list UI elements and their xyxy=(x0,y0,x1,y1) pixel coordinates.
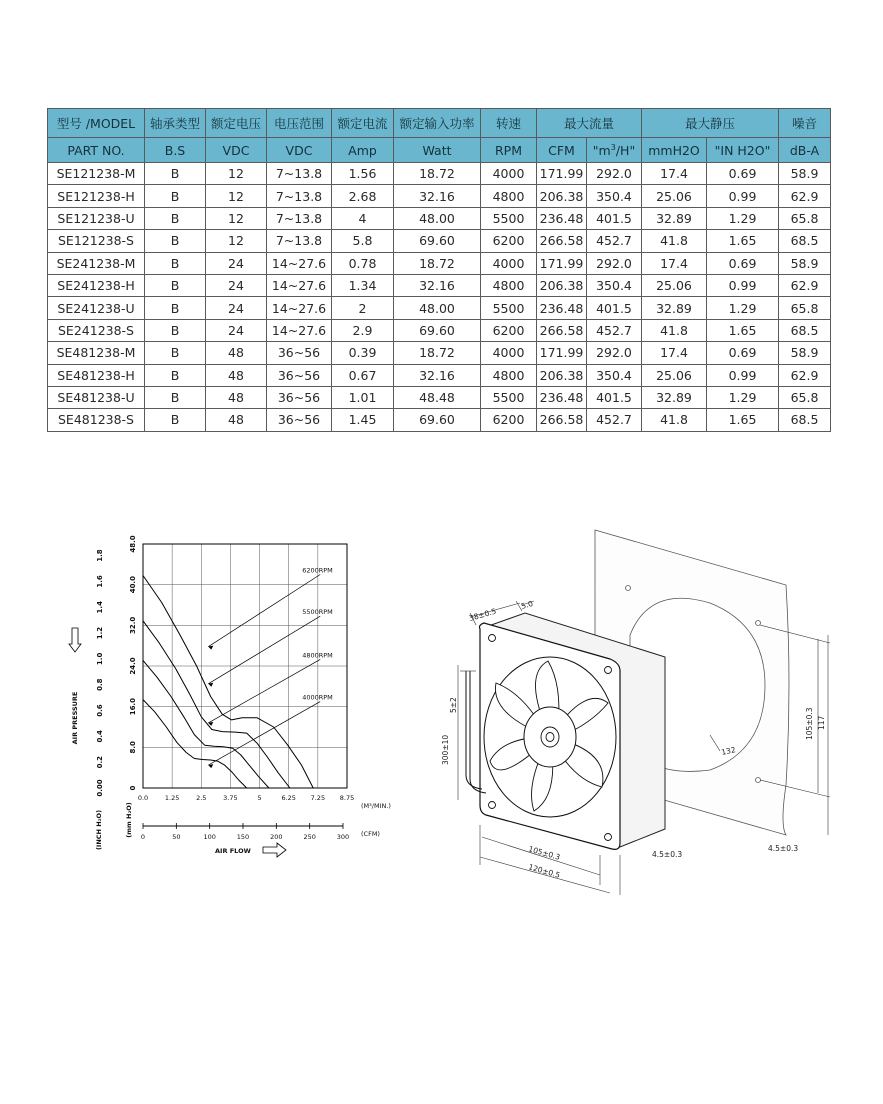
header-cell-cn: 型号 /MODEL xyxy=(48,109,145,138)
table-cell: 401.5 xyxy=(587,297,642,319)
table-cell: 0.69 xyxy=(707,163,779,185)
dim-depth: 38±0.5 xyxy=(468,606,498,623)
y-ticks xyxy=(96,535,137,796)
right-arrow-icon xyxy=(263,843,286,857)
table-cell: 206.38 xyxy=(537,185,587,207)
y-tick-mm: 40.0 xyxy=(129,576,137,594)
table-cell: B xyxy=(145,364,206,386)
table-cell: B xyxy=(145,274,206,296)
table-cell: 171.99 xyxy=(537,342,587,364)
table-cell: 14~27.6 xyxy=(267,252,332,274)
table-cell: 5500 xyxy=(481,386,537,408)
y-tick-mm: 32.0 xyxy=(129,616,137,634)
header-cell-unit: PART NO. xyxy=(48,138,145,163)
y-tick-inch: 1.4 xyxy=(96,601,104,614)
table-cell: 41.8 xyxy=(642,230,707,252)
dim-frame-width: 120±0.5 xyxy=(527,862,562,880)
table-cell: 266.58 xyxy=(537,230,587,252)
table-cell: SE241238-U xyxy=(48,297,145,319)
table-cell: 171.99 xyxy=(537,252,587,274)
x-tick-cfm: 0 xyxy=(140,833,146,841)
annotation-label: 6200RPM xyxy=(302,566,333,575)
table-cell: B xyxy=(145,319,206,341)
dim-hole-pitch: 105±0.3 xyxy=(527,844,562,862)
table-cell: 18.72 xyxy=(394,342,481,364)
header-cell-cn: 转速 xyxy=(481,109,537,138)
table-row xyxy=(48,342,831,364)
table-cell: 350.4 xyxy=(587,185,642,207)
x-tick-m3: 3.75 xyxy=(223,794,238,802)
table-cell: 1.29 xyxy=(707,207,779,229)
header-cell-cn: 额定输入功率 xyxy=(394,109,481,138)
table-cell: 62.9 xyxy=(779,364,831,386)
table-cell: 0.67 xyxy=(332,364,394,386)
pq-chart xyxy=(55,530,400,865)
x-tick-cfm: 100 xyxy=(203,833,216,841)
table-cell: 2.9 xyxy=(332,319,394,341)
table-row xyxy=(48,207,831,229)
chart-annotations xyxy=(208,567,333,769)
series-line-4000RPM xyxy=(143,700,247,788)
table-cell: B xyxy=(145,409,206,431)
dim-panel-width: 117 xyxy=(817,715,826,730)
table-cell: 36~56 xyxy=(267,364,332,386)
header-cell-unit: Watt xyxy=(394,138,481,163)
table-cell: 1.65 xyxy=(707,319,779,341)
header-cell-cn: 最大流量 xyxy=(537,109,642,138)
table-cell: 0.39 xyxy=(332,342,394,364)
table-cell: 452.7 xyxy=(587,230,642,252)
table-cell: 32.16 xyxy=(394,364,481,386)
header-cell-cn: 额定电流 xyxy=(332,109,394,138)
table-cell: 236.48 xyxy=(537,297,587,319)
table-cell: SE481238-S xyxy=(48,409,145,431)
table-body xyxy=(48,163,831,432)
table-cell: 24 xyxy=(206,252,267,274)
table-cell: SE121238-S xyxy=(48,230,145,252)
table-cell: 4800 xyxy=(481,185,537,207)
table-cell: 350.4 xyxy=(587,274,642,296)
table-cell: 69.60 xyxy=(394,230,481,252)
table-cell: 48.00 xyxy=(394,297,481,319)
y-tick-mm: 0 xyxy=(129,785,137,791)
table-cell: 292.0 xyxy=(587,342,642,364)
header-cell-cn: 噪音 xyxy=(779,109,831,138)
table-cell: 171.99 xyxy=(537,163,587,185)
annotation-label: 4000RPM xyxy=(302,693,333,702)
table-cell: 7~13.8 xyxy=(267,185,332,207)
table-cell: 18.72 xyxy=(394,163,481,185)
table-cell: 69.60 xyxy=(394,319,481,341)
table-cell: 7~13.8 xyxy=(267,163,332,185)
table-cell: 12 xyxy=(206,230,267,252)
header-cell-unit: "$m^3/H$" xyxy=(587,138,642,163)
y-tick-inch: 0.00 xyxy=(96,779,104,797)
table-cell: SE121238-U xyxy=(48,207,145,229)
table-cell: 1.65 xyxy=(707,409,779,431)
table-cell: 2 xyxy=(332,297,394,319)
table-cell: 48 xyxy=(206,409,267,431)
table-cell: 6200 xyxy=(481,319,537,341)
table-cell: B xyxy=(145,297,206,319)
fan-dimension-drawing xyxy=(430,525,840,905)
table-cell: 236.48 xyxy=(537,207,587,229)
y-tick-inch: 0.2 xyxy=(96,755,104,769)
table-cell: 32.89 xyxy=(642,297,707,319)
table-cell: 4800 xyxy=(481,364,537,386)
table-cell: 1.01 xyxy=(332,386,394,408)
table-cell: 206.38 xyxy=(537,274,587,296)
annotation-label: 5500RPM xyxy=(302,608,333,617)
x-unit-m3: (M³/MIN.) xyxy=(361,802,391,810)
spec-table xyxy=(47,108,831,432)
table-row xyxy=(48,364,831,386)
x-tick-cfm: 150 xyxy=(236,833,250,841)
y-tick-inch: 1.0 xyxy=(96,652,104,666)
table-cell: 24 xyxy=(206,297,267,319)
table-cell: 41.8 xyxy=(642,409,707,431)
table-cell: 1.29 xyxy=(707,297,779,319)
table-cell: 48.00 xyxy=(394,207,481,229)
table-cell: 236.48 xyxy=(537,386,587,408)
table-cell: 0.99 xyxy=(707,274,779,296)
y-axis-title xyxy=(69,628,81,744)
table-cell: SE481238-M xyxy=(48,342,145,364)
table-cell: 58.9 xyxy=(779,342,831,364)
table-cell: 58.9 xyxy=(779,252,831,274)
table-cell: 32.16 xyxy=(394,185,481,207)
table-row xyxy=(48,230,831,252)
annotation-leader xyxy=(208,659,320,723)
table-cell: 0.69 xyxy=(707,342,779,364)
header-cell-unit: Amp xyxy=(332,138,394,163)
table-cell: 36~56 xyxy=(267,386,332,408)
series-line-4800RPM xyxy=(143,660,269,788)
y-tick-inch: 0.8 xyxy=(96,678,104,691)
table-cell: SE241238-S xyxy=(48,319,145,341)
table-cell: 4000 xyxy=(481,252,537,274)
x-tick-cfm: 200 xyxy=(270,833,283,841)
table-cell: 452.7 xyxy=(587,409,642,431)
table-cell: 24 xyxy=(206,319,267,341)
y-tick-inch: 1.2 xyxy=(96,626,104,640)
table-cell: 62.9 xyxy=(779,185,831,207)
table-cell: 4800 xyxy=(481,274,537,296)
header-cell-cn: 最大静压 xyxy=(642,109,779,138)
table-cell: B xyxy=(145,163,206,185)
header-cell-cn: 电压范围 xyxy=(267,109,332,138)
y-tick-inch: 0.4 xyxy=(96,730,104,743)
table-cell: 41.8 xyxy=(642,319,707,341)
table-cell: 12 xyxy=(206,207,267,229)
table-cell: 4 xyxy=(332,207,394,229)
table-cell: 1.56 xyxy=(332,163,394,185)
table-cell: 17.4 xyxy=(642,252,707,274)
table-cell: 12 xyxy=(206,185,267,207)
table-cell: 68.5 xyxy=(779,230,831,252)
y-tick-mm: 48.0 xyxy=(129,535,137,553)
table-cell: B xyxy=(145,230,206,252)
table-cell: 7~13.8 xyxy=(267,207,332,229)
x-tick-m3: 5 xyxy=(257,794,262,802)
table-cell: 401.5 xyxy=(587,386,642,408)
dim-wire-strip: 5±2 xyxy=(449,697,458,713)
table-cell: 58.9 xyxy=(779,163,831,185)
up-arrow-icon xyxy=(69,628,81,652)
table-cell: 48 xyxy=(206,364,267,386)
table-cell: 24 xyxy=(206,274,267,296)
header-row-cn xyxy=(48,109,831,138)
table-row xyxy=(48,386,831,408)
table-cell: 4000 xyxy=(481,342,537,364)
table-cell: 17.4 xyxy=(642,342,707,364)
y-tick-inch: 1.6 xyxy=(96,575,104,588)
table-cell: 0.99 xyxy=(707,364,779,386)
table-cell: 48.48 xyxy=(394,386,481,408)
table-cell: 68.5 xyxy=(779,319,831,341)
annotation-label: 4800RPM xyxy=(302,651,333,660)
header-cell-cn: 额定电压 xyxy=(206,109,267,138)
table-row xyxy=(48,252,831,274)
table-row xyxy=(48,274,831,296)
table-cell: 0.99 xyxy=(707,185,779,207)
table-cell: 48 xyxy=(206,342,267,364)
x-tick-m3: 7.25 xyxy=(310,794,326,802)
header-cell-unit: RPM xyxy=(481,138,537,163)
table-cell: B xyxy=(145,342,206,364)
table-cell: 65.8 xyxy=(779,297,831,319)
series-line-5500RPM xyxy=(143,621,290,788)
x-tick-m3: 1.25 xyxy=(164,794,180,802)
table-cell: B xyxy=(145,252,206,274)
table-cell: SE241238-M xyxy=(48,252,145,274)
x-tick-m3: 2.5 xyxy=(196,794,207,802)
header-cell-unit: VDC xyxy=(267,138,332,163)
header-cell-unit: CFM xyxy=(537,138,587,163)
table-cell: 350.4 xyxy=(587,364,642,386)
table-cell: 48 xyxy=(206,386,267,408)
fan-hub xyxy=(524,707,576,767)
chart-curves xyxy=(143,576,313,789)
table-cell: 1.65 xyxy=(707,230,779,252)
table-cell: 25.06 xyxy=(642,364,707,386)
table-cell: 1.29 xyxy=(707,386,779,408)
x-tick-m3: 8.75 xyxy=(339,794,355,802)
table-cell: 5500 xyxy=(481,207,537,229)
table-cell: 36~56 xyxy=(267,409,332,431)
x-tick-cfm: 50 xyxy=(172,833,181,841)
table-cell: B xyxy=(145,185,206,207)
table-cell: 25.06 xyxy=(642,185,707,207)
table-cell: 0.78 xyxy=(332,252,394,274)
table-cell: 4000 xyxy=(481,163,537,185)
table-cell: 5500 xyxy=(481,297,537,319)
x-tick-cfm: 250 xyxy=(303,833,316,841)
dim-panel-hole: 4.5±0.3 xyxy=(768,844,799,853)
table-row xyxy=(48,319,831,341)
y-tick-mm: 24.0 xyxy=(129,657,137,675)
annotation-leader xyxy=(208,616,320,684)
table-cell: SE121238-H xyxy=(48,185,145,207)
table-cell: B xyxy=(145,207,206,229)
header-cell-unit: dB-A xyxy=(779,138,831,163)
header-row-units xyxy=(48,138,831,163)
header-cell-unit: VDC xyxy=(206,138,267,163)
header-cell-cn: 轴承类型 xyxy=(145,109,206,138)
table-cell: B xyxy=(145,386,206,408)
x-ticks xyxy=(138,794,354,802)
x-tick-m3: 0.0 xyxy=(137,794,149,802)
table-cell: 14~27.6 xyxy=(267,274,332,296)
table-header xyxy=(48,109,831,163)
table-cell: 2.68 xyxy=(332,185,394,207)
table-cell: SE481238-H xyxy=(48,364,145,386)
dim-hole-diameter: 4.5±0.3 xyxy=(652,850,683,859)
table-cell: 292.0 xyxy=(587,163,642,185)
dim-flange: 5.0 xyxy=(520,598,535,611)
table-cell: 12 xyxy=(206,163,267,185)
series-line-6200RPM xyxy=(143,576,313,789)
header-cell-unit: mmH2O xyxy=(642,138,707,163)
table-cell: 14~27.6 xyxy=(267,319,332,341)
table-cell: 69.60 xyxy=(394,409,481,431)
table-cell: 32.16 xyxy=(394,274,481,296)
table-row xyxy=(48,163,831,185)
table-row xyxy=(48,185,831,207)
y-tick-mm: 8.0 xyxy=(129,741,137,754)
x-tick-cfm: 300 xyxy=(336,833,350,841)
table-cell: 62.9 xyxy=(779,274,831,296)
table-cell: 1.34 xyxy=(332,274,394,296)
table-cell: 17.4 xyxy=(642,163,707,185)
table-cell: 266.58 xyxy=(537,409,587,431)
table-cell: 452.7 xyxy=(587,319,642,341)
table-row xyxy=(48,409,831,431)
dim-lead-length: 300±10 xyxy=(441,734,450,765)
header-cell-unit: "IN H2O" xyxy=(707,138,779,163)
table-cell: 6200 xyxy=(481,230,537,252)
table-cell: 32.89 xyxy=(642,207,707,229)
dim-cutout-diameter: 132 xyxy=(720,745,737,757)
y-axis-label: AIR PRESSURE xyxy=(71,691,79,745)
y-tick-inch: 0.6 xyxy=(96,704,104,717)
table-cell: 36~56 xyxy=(267,342,332,364)
table-cell: SE481238-U xyxy=(48,386,145,408)
y-tick-mm: 16.0 xyxy=(129,698,137,716)
y-unit-inch: (INCH H₂O) xyxy=(95,809,103,851)
annotation-leader xyxy=(208,702,320,766)
dim-panel-pitch: 105±0.3 xyxy=(805,707,814,740)
table-cell: 292.0 xyxy=(587,252,642,274)
table-cell: 18.72 xyxy=(394,252,481,274)
table-cell: SE241238-H xyxy=(48,274,145,296)
x-axis-label: AIR FLOW xyxy=(215,847,251,855)
table-cell: 32.89 xyxy=(642,386,707,408)
table-cell: 6200 xyxy=(481,409,537,431)
x-unit-cfm: (CFM) xyxy=(361,830,380,838)
table-cell: 0.69 xyxy=(707,252,779,274)
table-cell: 65.8 xyxy=(779,386,831,408)
table-cell: 206.38 xyxy=(537,364,587,386)
table-cell: 7~13.8 xyxy=(267,230,332,252)
table-cell: 401.5 xyxy=(587,207,642,229)
table-cell: 266.58 xyxy=(537,319,587,341)
table-cell: SE121238-M xyxy=(48,163,145,185)
table-cell: 14~27.6 xyxy=(267,297,332,319)
table-cell: 68.5 xyxy=(779,409,831,431)
y-unit-mm: (mm H₂O) xyxy=(125,802,133,838)
table-cell: 65.8 xyxy=(779,207,831,229)
header-cell-unit: B.S xyxy=(145,138,206,163)
table-cell: 25.06 xyxy=(642,274,707,296)
x-tick-m3: 6.25 xyxy=(281,794,296,802)
table-cell: 5.8 xyxy=(332,230,394,252)
table-cell: 1.45 xyxy=(332,409,394,431)
table-row xyxy=(48,297,831,319)
y-tick-inch: 1.8 xyxy=(96,549,104,562)
